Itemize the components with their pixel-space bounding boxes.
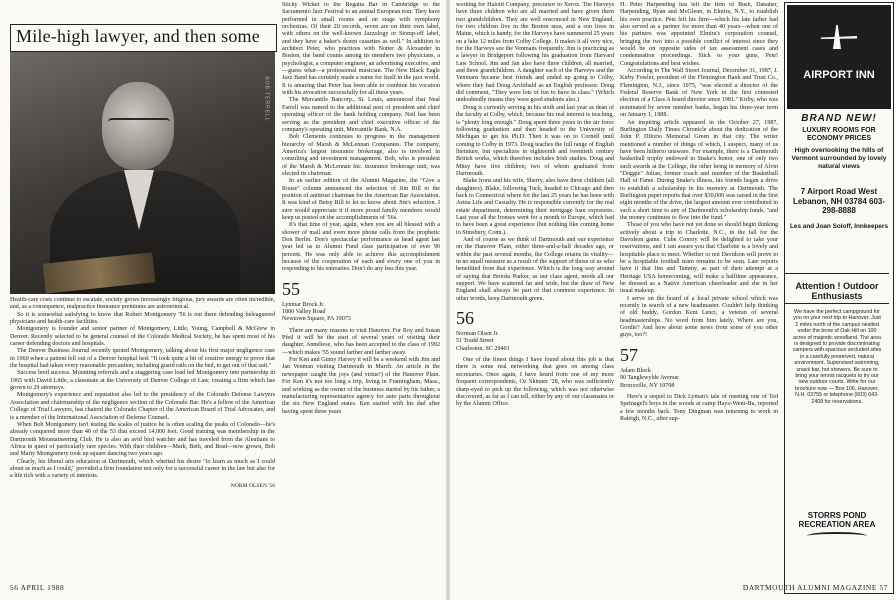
class-year-heading: 56	[456, 308, 474, 329]
address-line: Charleston, SC 29401	[456, 345, 510, 352]
ad-divider	[785, 303, 889, 304]
notes-paragraph: Here's a sequel to Dick Lyman's tale of meeting one of Ted Spetnagel's boys in the woods at camp Hayo-Went-Ha, reported a few months back. Tony Dingman was returning to work in Raleigh, N.C., after sup-	[620, 393, 778, 422]
article-paragraph: Montgomery's experience and reputation also led to the presidency of the Colorado Defense Lawyers Association and chairmanship of the negligence section of the Colorado Bar. He's a fellow of the American College of Trial Lawyers, has chaired the Colorado Chapter of the American Board of Trial Advocates, and is a member of the International Association of Defense Counsel.	[10, 392, 275, 421]
left-page	[0, 0, 446, 600]
innkeepers-text: Les and Joan Soloff, Innkeepers	[789, 223, 888, 230]
photo-figure-glasses	[108, 118, 170, 132]
address-line: 90 Tanglewylde Avenue	[620, 375, 679, 382]
brand-new-text: BRAND NEW!	[801, 113, 877, 124]
address-line: 51 Tradd Street	[456, 338, 494, 345]
notes-paragraph: One of the finest things I have found about this job is that there is some real networking that goes on among class secretaries. Once again, I have heard from one of my more frequent correspondents, Oz Skinner '28, who was sufficiently sharp-eyed to pick up the following, which was not otherwise discovered, as far as I can tell, either by any of our classmates or by the Alumni Office.	[456, 357, 614, 408]
storrs-pond-name: STORRS POND RECREATION AREA	[798, 511, 876, 529]
article-paragraph: Health-care costs continue to escalate, society grows increasingly litigious, jury awards are often incredible, and, as a consequence, malpractice insurance premiums are astronomical.	[10, 297, 275, 311]
airport-inn-ad	[787, 5, 891, 275]
class-notes-column	[282, 2, 440, 580]
airport-inn-logo	[787, 5, 891, 109]
notes-paragraph: According to The Wall Street Journal, December 31, 1987, J. Kirby Fowler, president of the Flemington Bank and Trust Co., Flemington, N.J., since 1975, "was elected a director of the Federal Reserve Bank of New York in the first contested election of a Class A board director since 1981." Kirby, who was nominated by seven member banks, began his three-year term on January 1, 1988.	[620, 68, 778, 119]
article-paragraph: The Denver Business Journal recently quoted Montgomery, talking about his first major negligence case in 1960 when a patient fell out of a Denver hospital bed: "It took quite a bit of creative energy to prove that the hospital had taken every reasonable precaution, including guard rails on the bed, to get out of that suit."	[10, 348, 275, 370]
vermont-views-text: High overlooking the hills of Vermont surrounded by lovely natural views	[791, 147, 887, 170]
photo-credit: BOB TERRELL	[263, 76, 270, 122]
campground-ad-body: We have the perfect campground for you on your next trip to Hanover. Just 2 miles north of the campus nestled under the brow of Oak Hill on 100 acres of majestic woodland. The area is designed to provide discriminating campers with spacious secluded sites in a carefully preserved, natural environment. Supervised swimming, snack bar, hot showers. Be sure to bring your tennis racquets to try our new outdoor courts. Write for our brochure now — Box 106, Hanover, N.H. 03755 or telephone (603) 643-2408 for reservations.	[792, 309, 882, 405]
notes-paragraph: The Mercantile Bancorp., St. Louis, announced that Neal Farrell was named to the additional post of president and chief operating officer of the bank holding company. Neil has been serving as the president and chief executive officer of the company's operating unit, Mercantile Bank, N.A.	[282, 97, 440, 133]
page-folio-left: 56 APRIL 1988	[10, 583, 65, 592]
address-line: Bronxville, NY 10708	[620, 382, 675, 389]
article-byline: NORM OLSEN '56	[230, 482, 275, 489]
outdoor-enthusiasts-heading: Attention ! Outdoor Enthusiasts	[795, 281, 879, 301]
address-line: Norman Olsen Jr.	[456, 331, 499, 338]
address-line: Lynmar Brock Jr.	[282, 301, 325, 308]
article-headline: Mile-high lawyer, and then some	[16, 26, 260, 46]
notes-paragraph: For Ken and Ginny Harvey it will be a weekend with Jim and Jan Venman visiting Dartmouth in March. An article in the newspaper caught the joys (and virtue!) of the Hanover Plain. For Ken it's not too long a trip, living in Framingham, Mass., and working as the owner of the business started by his father, a manufacturing representative agency for auto parts throughout the six New England states. Ken started with his dad after having spent three years	[282, 357, 440, 415]
notes-paragraph: I serve on the board of a local private school which was recently in search of a new headmaster. Couldn't help thinking of old buddy, Gordon Kent Lenci, a veteran of several headmasterships. No word from him lately. Where are you, Gordie? And how about some news from some of you other guys, too?!	[620, 295, 778, 339]
ad-divider	[785, 273, 889, 274]
article-paragraph: So it is somewhat satisfying to know that Robert Montgomery '56 is out there defending beleaguered physicians and health-care facilities.	[10, 311, 275, 326]
class-notes-column	[456, 2, 614, 580]
notes-paragraph: There are many reasons to visit Hanover. For Roy and Susan Pfeil it will be the start of several years of visiting their daughter, Anneliese, who has been accepted to the class of 1992—which makes '55 sound farther and farther away.	[282, 327, 440, 356]
wave-icon	[807, 532, 867, 540]
right-page	[450, 0, 896, 600]
luxury-rooms-text: LUXURY ROOMS FOR ECONOMY PRICES	[802, 127, 876, 142]
class-notes-column	[620, 2, 778, 580]
notes-paragraph: An inspiring article appeared in the October 27, 1987, Burlington Daily Times Chronicle about the dedication of the John P. DiIorio Memorial Green in that city. The writer mentioned a number of things of which, I suspect, many of us have been hitherto unaware. For example, there is a Dartmouth basketball trophy endowed in Snake's honor, one of only two such awards at the College, the other being in memory of Alvin "Doggie" Julian, former coach and member of the Basketball Hall of Fame. During Snake's illness, his friends began a drive to establish a scholarship in his memory at Dartmouth. The Burlington paper reports that over $30,000 was raised in the first eight months of the drive, the largest amount ever contributed in such a short time to any of Dartmouth's scholarship funds, "and the money continues to flow into the fund."	[620, 119, 778, 221]
page-folio-right: DARTMOUTH ALUMNI MAGAZINE 57	[742, 583, 888, 592]
address-line: 1800 Valley Road	[282, 309, 326, 316]
notes-paragraph: Blake Irons and his wife, Sherry, also have three children (all daughters). Blake, following Tuck, headed to Chicago and then back to Connecticut where for the last 25 years he has been with Aetna Life and Casualty. He is responsible currently for the real estate department, determining their mortgage loan exposures. Last year all the Ironses went for a month to Europe, which had to have been a great experience (but nothing like coming home to Simsbury, Conn.).	[456, 178, 614, 236]
notes-paragraph: Those of you who have not yet done so should begin thinking actively about a trip to Charlotte, N.C., in the fall for the Davidson game. Cube Conroy will be delighted to take your reservations, and I can assure you that Charlotte is a lovely and hospitable place to meet. Whether or not Davidson will prove to be a hospitable football team remains to be seen. Late reports have it that Jim and Tammy, as part of their attempt at a Heritage USA homecoming, will make a halftime appearance, be dressed as a Native American cheerleader and she in her usual makeup.	[620, 222, 778, 295]
portrait-photo	[10, 52, 275, 294]
article-paragraph: Clearly, his liberal arts education at Dartmouth, which whetted his desire "to learn as much as I could about as much as I could," provided a firm foundation not only for a successful career in the law but also for a life rich with a variety of interests.	[10, 458, 275, 480]
article-paragraph: Success bred success. Mounting referrals and a staggering case load led Montgomery into partnership in 1965 with David Little, a classmate at the University of Denver College of Law, creating a firm which has grown to 29 attorneys.	[10, 370, 275, 392]
notes-paragraph: And of course as we think of Dartmouth and our experience on the Hanover Plain, either three-and-a-half decades ago, or within the past several months, the College retains its vitality—in no small measure as a result of the support of those of us who benefitted from that experience. Which is the long way around of saying that Brooks Parker, as our class agent, needs all our support. We have scattered far and wide, but the draw of New England shall always be part of that common experience. In other words, keep Dartmouth green.	[456, 237, 614, 302]
notes-paragraph: Doug is currently serving in his sixth and last year as dean of the faculty at Colby, which, because his real interest is teaching, is "plenty long enough." Doug spent three years in the air force following graduation and then headed to the University of Michigan to get his Ph.D. Then it was on to Cornell until coming to Colby in 1973. Doug teaches the full range of English literature, but specializes in eighteenth and twentieth century British works, which therefore includes Irish studies. Doug and Mitsy have five children, two of whom graduated from Dartmouth.	[456, 104, 614, 177]
article-paragraph: When Bob Montgomery isn't testing the scales of justice he is often scaling the peaks of Colorado—he's already conquered more than 40 of the 53 that exceed 14,000 feet. Good training was membership in the Dartmouth Mountaineering Club. He is also an avid bird watcher and has traveled from the Aleutians to Africa in quest of particularly rare species. With their children—Mark, Beth, and Brad—now grown, Bob and Marty Montgomery took up square dancing two years ago.	[10, 421, 275, 458]
inn-name: AIRPORT INN	[803, 69, 875, 81]
notes-paragraph: working for Haloid Company, precursor to Xerox. The Harveys have three children who are all married and have given them two grandchildren. They are well ensconced in New England, for two children live in the Boston area, and a son lives in Maine, which is handy, for the Harveys have summered 25 years on a lake 12 miles from Colby College. It makes it all very nice, for the Harveys see the Venmans frequently. Jim is practicing as a lawyer in Bridgeport following his graduation from Harvard Law School. Jim and Jan also have three children, all married, and three grandchildren. A daughter each of the Harveys and the Venmans became best friends and ended up going to Colby, where they had Doug Archibald as an English professor. Doug did comment, "They were lots of fun to have in class." (Which undoubtedly means they were good students also.)	[456, 2, 614, 104]
notes-paragraph: It's that time of year, again, when you are all blessed with a shower of mail and even more phone calls from the prophetic Don Berlin. Don's spectacular performance as head agent last year led us to Alumni Fund class participation of over 90 percent. He was only able to achieve this accomplishment because of the cooperation of each and every one of you in responding to his entreaties. Don't do any less this year.	[282, 222, 440, 273]
notes-paragraph: In an earlier edition of the Alumni Magazine, the "Give a Rouse" column announced the selection of Jim Rill to the position of antitrust chairman for the American Bar Association. It was kind of Betsy Rill to let us know about Jim's selection. I sure would appreciate it if more proud family members would keep us posted on the accomplishments of '56s.	[282, 178, 440, 221]
secretary-address	[282, 302, 440, 324]
address-line: Newtown Square, PA 19073	[282, 316, 351, 323]
notes-paragraph: H. Peter Harpending has left the firm of Bush, Danaher, Harpending, Ryan and McGlenn, in Elmira, N.Y., to establish his own practice. Pete left his firm—which his late father had also served as a partner for more than 40 years—when one of his partners was appointed Elmira's corporation counsel, bringing the two into a possible conflict of interest since they would be on opposite sides of tax assessment cases and condemnation proceedings. Stick to your guns, Pete! Congratulations and best wishes.	[620, 2, 778, 67]
class-year-heading: 55	[282, 278, 300, 299]
notes-paragraph: Sticky Wicket to the Regatta Bar in Cambridge to the Sacramento Jazz Festival to an annual European tour. They have performed in small rooms and on stage with symphony orchestras. Of their 20 records, seven are on their own label, with others on the well-known Jazzology or Stomp-off label, and they have a baker's dozen cassettes as well." In addition to architect Peter, who practices with Notter & Alexander in Boston, the band counts among its members two physicians, a psychologist, a computer engineer, an advertising executive, and—guess what—a professional musician. The New Black Eagle Jazz Band has certainly made a name for itself in the jazz world. It is amazing that Peter has been able to combine his vocation with his avocation successfully for all these years.	[282, 2, 440, 97]
article-paragraph: Montgomery is founder and senior partner of Montgomery, Little, Young, Campbell & McGrew in Denver. Recently selected to be general counsel of the Colorado Medical Society, he has spent most of his career defending doctors and hospitals.	[10, 326, 275, 348]
inn-address-phone: 7 Airport Road West Lebanon, NH 03784 603-298-8888	[792, 187, 886, 215]
secretary-address	[620, 368, 778, 390]
secretary-address	[456, 331, 614, 353]
address-line: Adam Block	[620, 367, 651, 374]
notes-paragraph: Bob Clements continues to progress in the management hierarchy of Marsh & McLennan Companies. The company, America's largest insurance brokerage, also is involved in consulting and investment management. Bob, who is president of the Marsh & McLennan Inc. insurance brokerage unit, was elected its chairman.	[282, 134, 440, 177]
advertisement-column	[784, 2, 894, 594]
class-year-heading: 57	[620, 344, 638, 365]
storrs-pond-logo	[793, 511, 881, 540]
article-body	[10, 297, 275, 587]
